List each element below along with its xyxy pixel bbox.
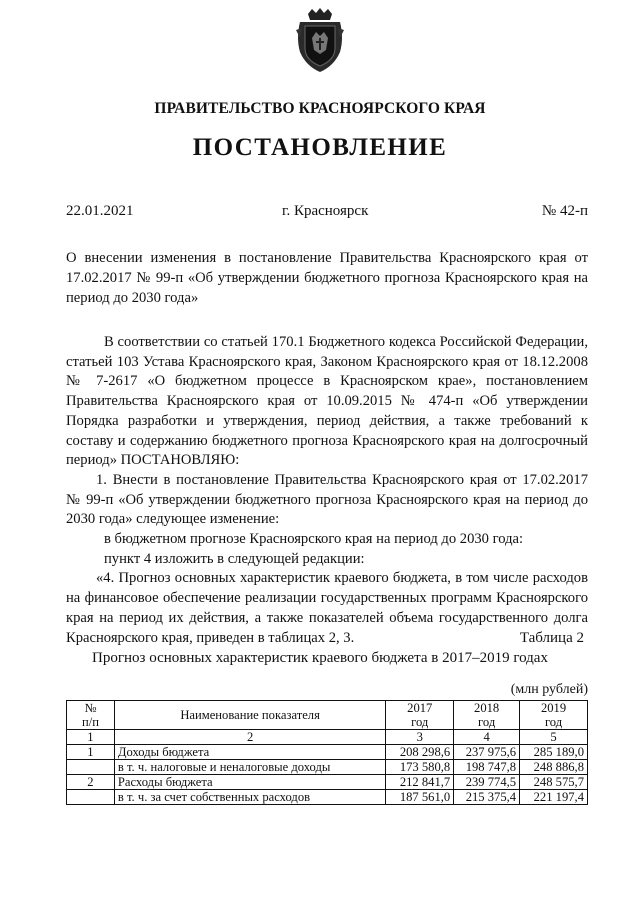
table-row xyxy=(67,790,588,805)
document-type-title: ПОСТАНОВЛЕНИЕ xyxy=(192,134,448,161)
table-row xyxy=(67,745,588,760)
document-city: г. Красноярск xyxy=(282,203,369,219)
row-num: 2 xyxy=(67,775,115,790)
paragraph-budget-forecast: в бюджетном прогнозе Красноярского края на период до 2030 года: xyxy=(104,531,524,548)
row-value-2017: 208 298,6 xyxy=(386,745,454,760)
row-value-2018: 198 747,8 xyxy=(454,760,520,775)
column-number: 3 xyxy=(386,730,454,745)
column-number: 5 xyxy=(520,730,588,745)
row-name: в т. ч. налоговые и неналоговые доходы xyxy=(114,760,385,775)
row-value-2019: 285 189,0 xyxy=(520,745,588,760)
column-number-row xyxy=(67,730,588,745)
paragraph-basis: В соответствии со статьей 170.1 Бюджетного кодекса Российской Федерации, статьей 103 Устава Красноярского края, Законом Красноярского края от 18.12.2008 № 7-2617 «О бюджетном процессе в Красноярском крае», постановлением Правительства Красноярского края от 10.09.2015 № 474-п «Об утверждении Порядка разработки и утверждения, период действия, а также требований к составу и содержанию бюджетного прогноза Красноярского края на долгосрочный период» ПОСТАНОВЛЯЮ: xyxy=(66,334,588,469)
row-num: 1 xyxy=(67,745,115,760)
table-row xyxy=(67,775,588,790)
table-caption: Прогноз основных характеристик краевого бюджета в 2017–2019 годах xyxy=(92,650,548,666)
document-number: № 42-п xyxy=(541,203,588,219)
header-num-line2: п/п xyxy=(81,715,99,729)
table-row xyxy=(67,760,588,775)
header-num xyxy=(67,701,115,730)
document-date: 22.01.2021 xyxy=(66,203,134,219)
header-2017 xyxy=(386,701,454,730)
header-2018 xyxy=(454,701,520,730)
row-value-2017: 212 841,7 xyxy=(386,775,454,790)
row-value-2019: 221 197,4 xyxy=(520,790,588,805)
row-value-2018: 215 375,4 xyxy=(454,790,520,805)
row-value-2017: 187 561,0 xyxy=(386,790,454,805)
paragraph-item-1: 1. Внести в постановление Правительства Красноярского края от 17.02.2017 № 99-п «Об утверждении бюджетного прогноза Красноярского края на период до 2030 года» следующее изменение: xyxy=(66,471,588,528)
document-subject: О внесении изменения в постановление Правительства Красноярского края от 17.02.2017 № 99-п «Об утверждении бюджетного прогноза Красноярского края на период до 2030 года» xyxy=(66,250,588,306)
government-name: ПРАВИТЕЛЬСТВО КРАСНОЯРСКОГО КРАЯ xyxy=(154,100,486,117)
row-name: Расходы бюджета xyxy=(114,775,385,790)
row-num xyxy=(67,790,115,805)
coat-of-arms-emblem xyxy=(294,8,346,74)
budget-forecast-table xyxy=(66,700,588,805)
paragraph-point-4: пункт 4 изложить в следующей редакции: xyxy=(104,550,365,567)
table-header-row xyxy=(67,701,588,730)
row-value-2019: 248 575,7 xyxy=(520,775,588,790)
table-units: (млн рублей) xyxy=(510,682,588,697)
header-num-line1: № xyxy=(84,701,97,715)
header-2018-year: 2018 xyxy=(474,701,500,715)
header-2019-suffix: год xyxy=(544,715,563,729)
column-number: 1 xyxy=(67,730,115,745)
header-2019 xyxy=(520,701,588,730)
row-value-2017: 173 580,8 xyxy=(386,760,454,775)
row-name: в т. ч. за счет собственных расходов xyxy=(114,790,385,805)
column-number: 4 xyxy=(454,730,520,745)
header-name: Наименование показателя xyxy=(114,701,385,730)
header-2019-year: 2019 xyxy=(540,701,567,715)
paragraph-new-wording: «4. Прогноз основных характеристик краевого бюджета, в том числе расходов на финансовое обеспечение реализации государственных программ Красноярского края на период их действия, а также показателей объема государственного долга Красноярского края, приведен в таблицах 2, 3. xyxy=(66,570,588,646)
row-value-2018: 237 975,6 xyxy=(454,745,520,760)
header-2017-year: 2017 xyxy=(407,701,433,715)
header-2017-suffix: год xyxy=(411,715,429,729)
row-name: Доходы бюджета xyxy=(114,745,385,760)
column-number: 2 xyxy=(114,730,385,745)
row-value-2019: 248 886,8 xyxy=(520,760,588,775)
row-num xyxy=(67,760,115,775)
table-number-label: Таблица 2 xyxy=(519,630,584,646)
document-body xyxy=(66,333,588,648)
header-2018-suffix: год xyxy=(478,715,496,729)
row-value-2018: 239 774,5 xyxy=(454,775,520,790)
